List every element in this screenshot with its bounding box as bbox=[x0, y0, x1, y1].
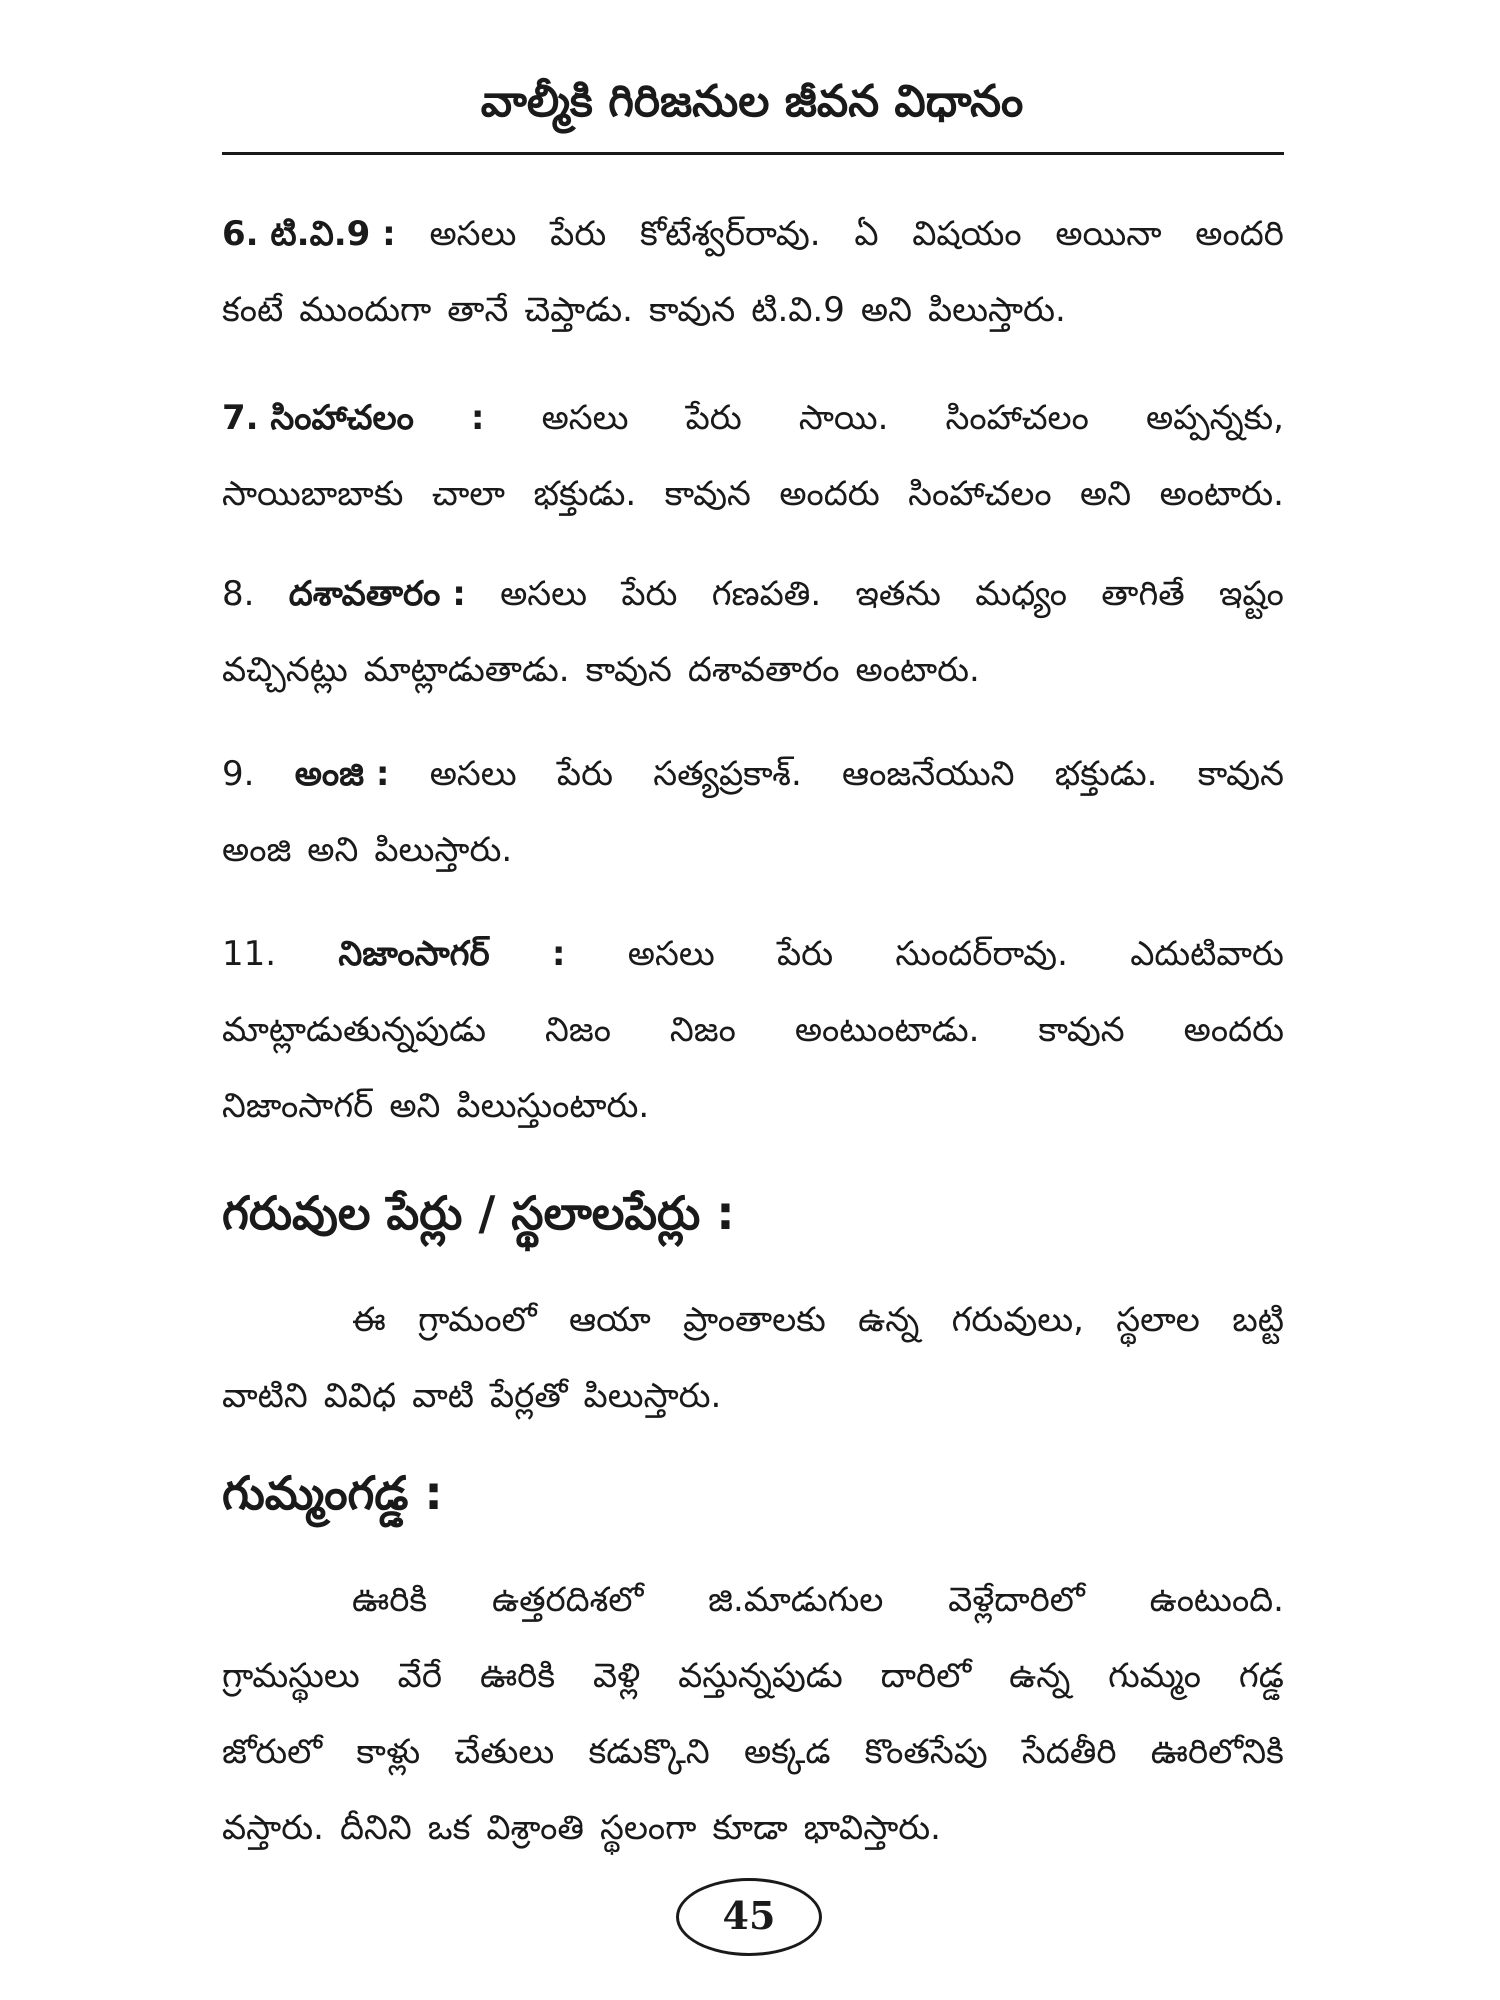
text-line: సాయిబాబాకు చాలా భక్తుడు. కావున అందరు సింహాచలం అని అంటారు. bbox=[222, 474, 1284, 514]
text-line: అంజి అని పిలుస్తారు. bbox=[222, 830, 513, 870]
text-line: 6. టి.వి.9 : అసలు పేరు కోటేశ్వర్‌రావు. ఏ విషయం అయినా అందరి bbox=[222, 196, 1284, 272]
text-line: ఊరికి ఉత్తరదిశలో జి.మాడుగుల వెళ్లేదారిలో ఉంటుంది. bbox=[352, 1580, 1284, 1620]
page-number: 45 bbox=[676, 1878, 822, 1956]
text-line: నిజాంసాగర్ అని పిలుస్తుంటారు. bbox=[222, 1086, 650, 1126]
section-heading-garuvula-perlu: గరువుల పేర్లు / స్థలాలపేర్లు : bbox=[222, 1186, 735, 1240]
section-paragraph bbox=[222, 1282, 1284, 1434]
section-heading-gummangadda: గుమ్మంగడ్డ : bbox=[222, 1466, 443, 1520]
text-line: 7. సింహాచలం : అసలు పేరు సాయి. సింహాచలం అప్పన్నకు, bbox=[222, 380, 1284, 456]
text-line: కంటే ముందుగా తానే చెప్తాడు. కావున టి.వి.9 అని పిలుస్తారు. bbox=[222, 290, 1066, 330]
section-paragraph bbox=[222, 1562, 1284, 1866]
header-rule bbox=[222, 152, 1284, 155]
entry-term: నిజాంసాగర్ bbox=[338, 934, 490, 974]
entry-term: దశావతారం : bbox=[288, 574, 466, 614]
entry-paragraph bbox=[222, 736, 1284, 888]
text-line: మాట్లాడుతున్నపుడు నిజం నిజం అంటుంటాడు. కావున అందరు bbox=[222, 1010, 1284, 1050]
text-line: జోరులో కాళ్లు చేతులు కడుక్కొని అక్కడ కొంతసేపు సేదతీరి ఊరిలోనికి bbox=[222, 1732, 1284, 1772]
entry-paragraph bbox=[222, 196, 1284, 348]
entry-paragraph bbox=[222, 916, 1284, 1144]
running-header-title: వాల్మీకి గిరిజనుల జీవన విధానం bbox=[480, 76, 1024, 127]
text-line: గ్రామస్థులు వేరే ఊరికి వెళ్లి వస్తున్నపుడు దారిలో ఉన్న గుమ్మం గడ్డ bbox=[222, 1656, 1284, 1696]
entry-term: 6. టి.వి.9 : bbox=[222, 214, 396, 254]
text-line: వచ్చినట్లు మాట్లాడుతాడు. కావున దశావతారం అంటారు. bbox=[222, 650, 980, 690]
text-line: 9. అంజి : అసలు పేరు సత్యప్రకాశ్. ఆంజనేయుని భక్తుడు. కావున bbox=[222, 736, 1284, 812]
text-line: వాటిని వివిధ వాటి పేర్లతో పిలుస్తారు. bbox=[222, 1376, 722, 1416]
entry-term: అంజి : bbox=[294, 754, 390, 794]
text-line: 11. నిజాంసాగర్ : అసలు పేరు సుందర్‌రావు. ఎదుటివారు bbox=[222, 916, 1284, 992]
entry-term: 7. సింహాచలం bbox=[222, 398, 414, 438]
text-line: 8. దశావతారం : అసలు పేరు గణపతి. ఇతను మధ్యం తాగితే ఇష్టం bbox=[222, 556, 1284, 632]
entry-paragraph bbox=[222, 380, 1284, 532]
text-line: ఈ గ్రామంలో ఆయా ప్రాంతాలకు ఉన్న గరువులు, స్థలాల బట్టి bbox=[352, 1300, 1284, 1340]
text-line: వస్తారు. దీనిని ఒక విశ్రాంతి స్థలంగా కూడా భావిస్తారు. bbox=[222, 1808, 941, 1848]
entry-paragraph bbox=[222, 556, 1284, 708]
